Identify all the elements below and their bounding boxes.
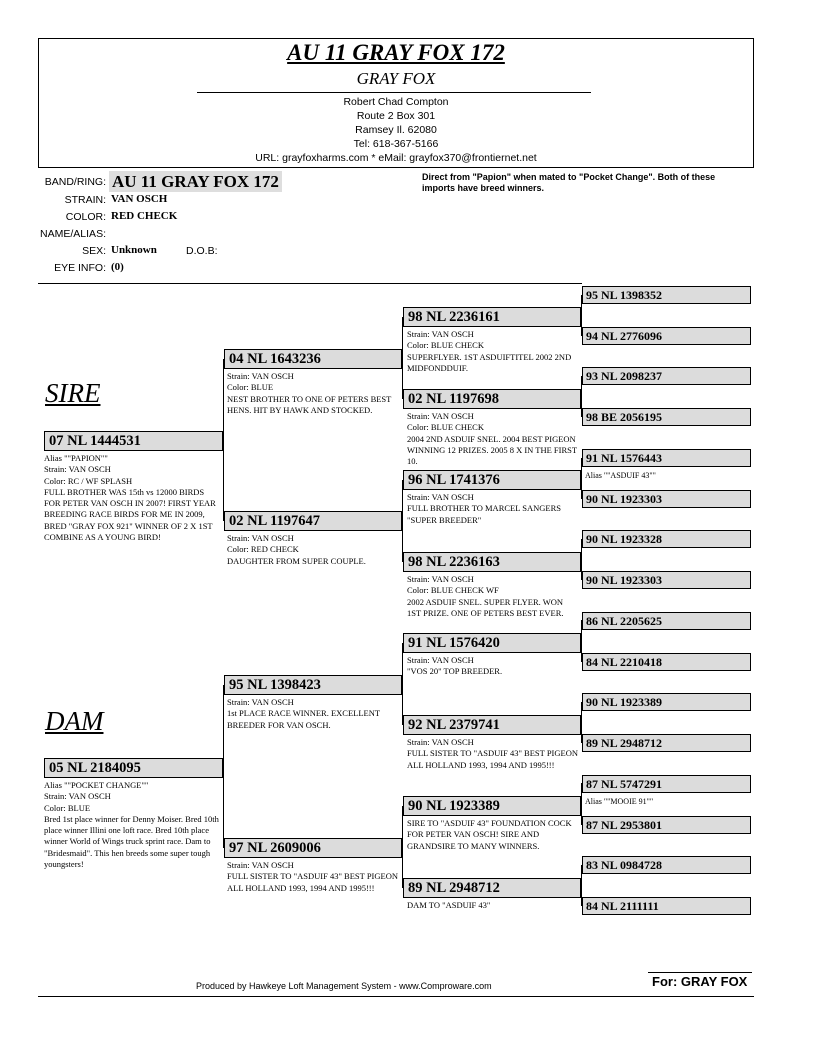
sds-band: 96 NL 1741376 [403, 470, 581, 490]
band-label: BAND/RING: [44, 176, 106, 188]
ddd-info: DAM TO "ASDUIF 43" [407, 900, 491, 910]
dd-info: Strain: VAN OSCH FULL SISTER TO "ASDUIF 43" BEST PIGEON ALL HOLLAND 1993, 1994 AND 1995!!! [227, 860, 398, 893]
g4-band-13: 87 NL 5747291 [582, 775, 751, 793]
sex-label: SEX: [82, 245, 106, 257]
g4-band-15: 83 NL 0984728 [582, 856, 751, 874]
dam-band: 05 NL 2184095 [44, 758, 223, 778]
dam-info: Alias ""POCKET CHANGE"" Strain: VAN OSCH Color: BLUE Bred 1st place winner for Denny Moiser. Bred 10th place winner Illini one loft race. Bred 10th place winner World of Wings truck sprint race. Dam to "Bridesmaid". This hen breeds some super tough youngsters! [44, 780, 219, 870]
dsd-band: 92 NL 2379741 [403, 715, 581, 735]
g4-band-4: 98 BE 2056195 [582, 408, 751, 426]
dds-info: SIRE TO "ASDUIF 43" FOUNDATION COCK FOR PETER VAN OSCH! SIRE AND GRANDSIRE TO MANY WINNERS. [407, 818, 572, 851]
sire-label: SIRE [45, 378, 101, 408]
sd-band: 02 NL 1197647 [224, 511, 402, 531]
dd-band: 97 NL 2609006 [224, 838, 402, 858]
contact-name: Robert Chad Compton [343, 96, 449, 108]
connector-sd [402, 480, 403, 562]
sds-info: Strain: VAN OSCH FULL BROTHER TO MARCEL SANGERS "SUPER BREEDER" [407, 492, 561, 525]
g4-band-5: 91 NL 1576443 [582, 449, 751, 467]
ss-info: Strain: VAN OSCH Color: BLUE NEST BROTHER TO ONE OF PETERS BEST HENS. HIT BY HAWK AND STOCKED. [227, 371, 392, 415]
eye-info-label: EYE INFO: [54, 262, 106, 274]
footer-produced-by: Produced by Hawkeye Loft Management System - www.Comproware.com [196, 981, 492, 991]
sdd-band: 98 NL 2236163 [403, 552, 581, 572]
g4-band-12: 89 NL 2948712 [582, 734, 751, 752]
strain-value: VAN OSCH [111, 193, 168, 205]
sex-value: Unknown [111, 244, 157, 256]
g4-band-9: 86 NL 2205625 [582, 612, 751, 630]
ddd-band: 89 NL 2948712 [403, 878, 581, 898]
g4-alias-13: Alias ""MOOIE 91"" [585, 797, 654, 806]
g4-band-6: 90 NL 1923303 [582, 490, 751, 508]
footer-for-label: For: GRAY FOX [652, 974, 748, 989]
title-rule [197, 92, 591, 93]
dsd-info: Strain: VAN OSCH FULL SISTER TO "ASDUIF 43" BEST PIGEON ALL HOLLAND 1993, 1994 AND 1995!!! [407, 737, 578, 770]
name-alias-label: NAME/ALIAS: [40, 228, 106, 240]
ssd-info: Strain: VAN OSCH Color: BLUE CHECK 2004 2ND ASDUIF SNEL. 2004 BEST PIGEON WINNING 12 PRIZES. 2005 8 X IN THE FIRST 10. [407, 411, 577, 467]
ds-info: Strain: VAN OSCH 1st PLACE RACE WINNER. EXCELLENT BREEDER FOR VAN OSCH. [227, 697, 380, 730]
g4-band-8: 90 NL 1923303 [582, 571, 751, 589]
separator-line [38, 283, 582, 284]
ssd-band: 02 NL 1197698 [403, 389, 581, 409]
dam-label: DAM [45, 706, 104, 736]
sss-band: 98 NL 2236161 [403, 307, 581, 327]
connector-dam [223, 685, 224, 848]
g4-alias-5: Alias ""ASDUIF 43"" [585, 471, 656, 480]
dss-band: 91 NL 1576420 [403, 633, 581, 653]
g4-band-7: 90 NL 1923328 [582, 530, 751, 548]
sire-band: 07 NL 1444531 [44, 431, 223, 451]
g4-band-10: 84 NL 2210418 [582, 653, 751, 671]
color-value: RED CHECK [111, 210, 178, 222]
connector-ds [402, 643, 403, 725]
band-value: AU 11 GRAY FOX 172 [109, 171, 282, 192]
page-title: AU 11 GRAY FOX 172 [287, 40, 505, 65]
connector-ss [402, 317, 403, 399]
connector-sire [223, 359, 224, 521]
color-label: COLOR: [65, 211, 106, 223]
g4-band-16: 84 NL 2111111 [582, 897, 751, 915]
strain-label: STRAIN: [64, 194, 106, 206]
g4-band-2: 94 NL 2776096 [582, 327, 751, 345]
footer-for-rule [648, 972, 752, 973]
dds-band: 90 NL 1923389 [403, 796, 581, 816]
sire-info: Alias ""PAPION"" Strain: VAN OSCH Color: RC / WF SPLASH FULL BROTHER WAS 15th vs 12000 BIRDS FOR PETER VAN OSCH IN 2007! FIRST YEAR BREEDING RACE BIRDS FOR ME IN 2009, BRED "GRAY FOX 921" WINNER OF 2 X 1ST COMBINE AS A YOUNG BIRD! [44, 453, 216, 543]
sd-info: Strain: VAN OSCH Color: RED CHECK DAUGHTER FROM SUPER COUPLE. [227, 533, 366, 566]
bird-note: Direct from "Papion" when mated to "Pocket Change". Both of these imports have breed winners. [422, 172, 716, 193]
sdd-info: Strain: VAN OSCH Color: BLUE CHECK WF 2002 ASDUIF SNEL. SUPER FLYER. WON 1ST PRIZE. ONE OF PETERS BEST EVER. [407, 574, 564, 618]
eye-info-value: (0) [111, 261, 124, 273]
ds-band: 95 NL 1398423 [224, 675, 402, 695]
dss-info: Strain: VAN OSCH "VOS 20" TOP BREEDER. [407, 655, 503, 677]
contact-url-email: URL: grayfoxharms.com * eMail: grayfox370@frontiernet.net [255, 152, 537, 164]
page-subtitle: GRAY FOX [356, 69, 436, 88]
g4-band-1: 95 NL 1398352 [582, 286, 751, 304]
g4-band-14: 87 NL 2953801 [582, 816, 751, 834]
g4-band-3: 93 NL 2098237 [582, 367, 751, 385]
g4-band-11: 90 NL 1923389 [582, 693, 751, 711]
dob-label: D.O.B: [186, 245, 218, 257]
contact-city: Ramsey Il. 62080 [355, 124, 437, 136]
ss-band: 04 NL 1643236 [224, 349, 402, 369]
sss-info: Strain: VAN OSCH Color: BLUE CHECK SUPERFLYER. 1ST ASDUIFTITEL 2002 2ND MIDFONDDUIF. [407, 329, 572, 373]
contact-address: Route 2 Box 301 [356, 110, 436, 122]
contact-phone: Tel: 618-367-5166 [353, 138, 439, 150]
footer-line [38, 996, 754, 997]
